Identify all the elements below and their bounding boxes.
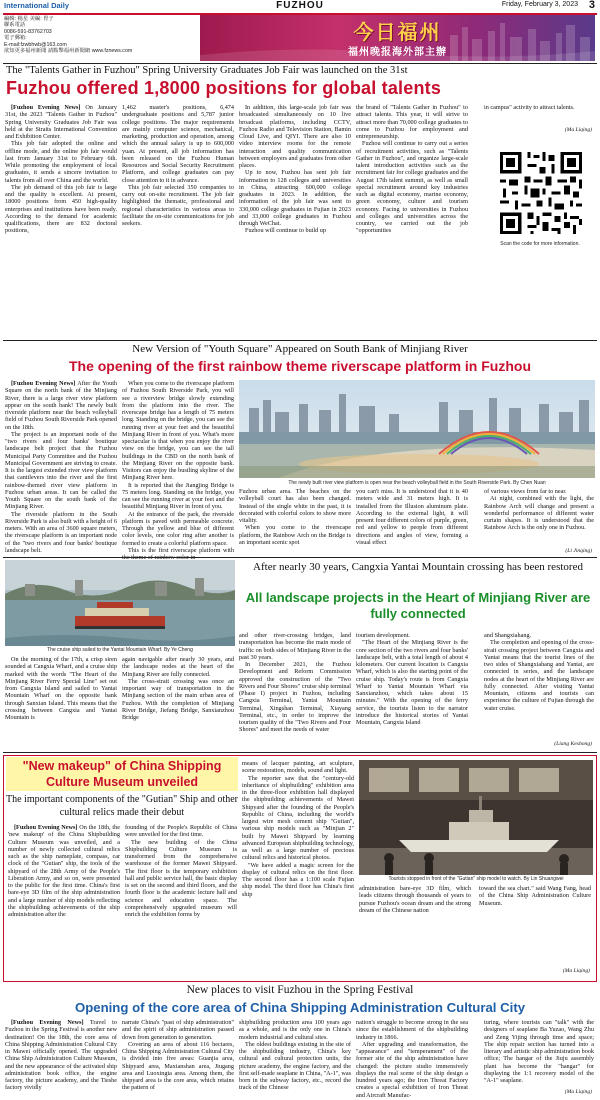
article-headline: The opening of the first rainbow theme riverscape platform in Fuzhou [68, 358, 532, 374]
paragraph: At the entrance of the park, the riverside platform is paved with permeable concrete. Through the yellow and blue of different color levels, one color ring after another is formed to create a colorful platform space. [122, 510, 234, 547]
article-kicker: New places to visit Fuzhou in the Spring Festival [186, 984, 414, 996]
paragraph: Fuzhou will continue to build up [245, 227, 326, 235]
cruise-ship-photo [5, 560, 235, 646]
paragraph: The oldest buildings existing in the site of the shipbuilding industry, China's key cultural and cultural protection units, the picture academy, the engine factory, and the first self-made seaplane in China, "A-1", was born in the subway factory, etc., record the track of the Chinese [239, 1040, 351, 1092]
paragraph: in campus" activity to attract talents. [484, 104, 575, 111]
paragraph: The completion and opening of the cross-strait crossing project between Cangxia and Yantai means that the tourist lines of the two sides of Shangxiahang and Yantai, are connected in series, and the landscape nodes at the heart of the Minjiang River are fully connected. After visiting Yantai Mountain, citizens and tourists can experience the culture of Fujian through the water cruise. [484, 639, 594, 712]
paragraph: The cross-strait crossing was once an important way of transportation in the Minjiang section of the main urban area of Fuzhou. With the completion of Minjiang River Bridge, Jiefang Bridge, Sanxianzhou Bridge [122, 677, 234, 721]
paragraph: When you come to the riverscape platform, the Rainbow Arch on the Bridge is an important scenic spot [239, 524, 351, 546]
article-headline: All landscape projects in the Heart of Minjiang River are fully connected [245, 590, 591, 621]
paragraph: This job fair selected 350 companies to carry out on-site recruitment. The job fair highlighted the thematic, professional and regional characteristics in various areas to facilitate the on-site communications for job seekers. [122, 183, 234, 227]
article-column [484, 632, 594, 740]
header-bottom-rule [3, 63, 597, 64]
article-column [122, 104, 234, 336]
article-headline: Opening of the core area of China Shipping Administration Cultural City [74, 1000, 526, 1015]
paragraph: of various views from far to near. [484, 488, 567, 495]
banner-subtitle: 福州晚报海外部主辦 [348, 47, 447, 58]
paragraph: Fuzhou urban area. The beaches on the volleyball court has also been changed. Instead of the single white in the past, it is decorated with colorful colors to show more vitality. [239, 488, 351, 524]
article-column [356, 488, 468, 556]
article-kicker: New Version of "Youth Square" Appeared on South Bank of Minjiang River [132, 343, 468, 355]
paragraph: "We have added a magic screen for the display of cultural relics on the first floor. The second floor has a 1:100 scale Fujian ship model. The third floor has China's first ship [242, 861, 354, 898]
article-headline: "New makeup" of China Shipping Culture Museum unveiled [6, 757, 238, 791]
email-address[interactable]: E-mail:fzwbhwb@163.com [4, 41, 67, 48]
paragraph: and Shangxiahang. [484, 632, 532, 639]
banner-logo: 今日福州 [353, 20, 442, 44]
article-kicker: After nearly 30 years, Cangxia Yantai Mountain crossing has been restored [253, 561, 583, 573]
paragraph: The job demand of this job fair is large and the quality is excellent. At present, 18000 positions from 450 high-quality enterprises and institutions have been ready. According to the demand for academic qualifications, there are 832 doctoral positions, [5, 183, 117, 235]
paragraph: Covering an area of about 116 hectares, China Shipping Administration Cultural City is divided into five areas: Guanjia area, Shipyard area, Maxianshan area, Jiugang area and Luoxingta area. Among them, the shipyard area is the core area, which retains the pattern of [122, 1040, 234, 1092]
paragraph: The riverside platform in the South Riverside Park is also built with a height of 6 meters. With an area of 3600 square meters, the riverscape platform is an important node of the "two rivers and four banks' boutique landscape belt. [5, 510, 117, 554]
paragraph: In addition, this large-scale job fair was broadcasted simultaneously on 10 live broadcast platforms, including CCTV, Fuzhou Radio and Television Station, Bamin Cloud Live, and QIYI. There are also 10 video interview rooms for the remote interaction and quality communication between employers and graduates from other places. [239, 104, 351, 169]
paragraph: "The Heart of the Minjiang River is the core section of the two rivers and four banks' landscape belt, with a total length of about 4 kilometers. Our current location is Cangxia Wharf, which is also the starting point of the cruise ship. Today's route is from Cangxia Wharf to Yantai Mountain Wharf via Sanxianzhou, which takes about 15 minutes." With the opening of the ferry service, the tourists listen to the narrator introduce the historical stories of Yantai Mountain, Cangxia Island [356, 639, 468, 726]
paragraph: This job fair adopted the online and offline mode, and the online job fair would last from January 31st to February 6th. While promoting the employment of local graduates, it sends a sincere invitation to talents from all over China and the world. [5, 140, 117, 184]
paragraph: Up to now, Fuzhou has sent job fair information to 128 colleges and universities in China, attracting 600,000 college graduates in 2023. In addition, the information of the job fair was sent to 330,000 college graduates in Fujian in 2023 and 33,000 college graduates in Fuzhou through WeChat. [239, 169, 351, 227]
section-divider [3, 340, 597, 341]
article-column [356, 104, 468, 336]
news-site-link[interactable]: 欲知更多福州新聞 請點擊福州新聞網 www.fznews.com [4, 48, 133, 55]
byline: (Ma Liqing) [564, 127, 592, 133]
byline: (Ma Liqing) [562, 968, 590, 974]
page-number: 3 [588, 0, 595, 11]
article-column [122, 656, 234, 750]
masthead-title: FUZHOU [276, 0, 324, 11]
email-label: 電子郵箱: [4, 35, 27, 42]
article-column [8, 824, 120, 976]
paragraph: [Fuzhou Evening News] Travel to Fuzhou in the Spring Festival is another new destination! On the 18th, the core area of China Shipping Administration Cultural City in Mawei officially opened. The upgraded China Ship Administration Culture Museum, and the new appearance of the activated ship administration book office, the engine factory, the picture academy, and the Tieshe factory vividly [5, 1019, 117, 1092]
photo-caption: Tourists stopped in front of the "Gutian" ship model to watch. By Lin Shuangwei [388, 876, 564, 882]
paragraph: In December 2021, the Fuzhou Development and Reform Commission approved the construction of the "Two Rivers and Four Shores" cruise ship terminal (Phase I) project in Fuzhou, including Cangxia Terminal, Yantai Mountain Terminal, Xingshan Terminal, Xiayang Terminal, etc., in order to improve the tourism quality of the "Two Rivers and Four Shores" and meet the needs of water [239, 661, 351, 734]
paragraph: [Fuzhou Evening News] On the 18th, the 'new makeup' of the China Shipbuilding Culture Museum was unveiled, and a number of newly collected cultural relics such as the ship nameplate, compass, car clock of the "Gutian" ship, the tools of the shipyard of the 28th Army of the People's Liberation Army, and so on, were presented to the public for the first time. China's first bare-eye 3D film of the ship administration and a large number of ship models reflecting the shipbuilding achievements of the ship administration after the [8, 824, 120, 918]
qr-code[interactable] [497, 149, 585, 237]
masthead-banner [200, 15, 595, 61]
article-column [356, 1019, 468, 1097]
paragraph: tourism development. [356, 632, 410, 639]
contact-box [4, 16, 199, 54]
article-column [239, 632, 351, 750]
article-kicker: The important components of the "Gutian" Ship and other cultural relics made their debut [6, 794, 239, 818]
paragraph: the brand of "Talents Gather in Fuzhou" to attract talents. This year, it will strive to attract more than 70,000 college graduates to come to Fuzhou for employment and entrepreneurship. [356, 104, 468, 140]
paragraph: turing, where tourists can "talk" with the designers of seaplane Ba Yuzao, Wang Zhu and Zeng Yijing through time and space; The ship repair section has turned into a literary and artistic ship administration book office; The hangar of the Jiuju assembly plant has become the "hangar" for displaying the 1:1 recovery model of the "A-1" seaplane. [484, 1019, 594, 1084]
article-column [359, 885, 471, 973]
article-column [479, 885, 591, 925]
paragraph: The reporter saw that the "century-old inheritance of shipbuilding" exhibition area in the three-floor exhibition hall displayed the shipbuilding achievements of Mawei Shipyard after the founding of the People's Republic of China, including the world's largest wire mesh cement ship "Gutian", various ship models such as "Minjian 2" built by Mawei Shipyard by learning advanced European shipbuilding technology, as well as a large number of precious cultural relics and historical photos. [242, 774, 354, 862]
paragraph: means of lacquer painting, art sculpture, scene restoration, models, sound and light. [242, 760, 354, 775]
paragraph: administration bare-eye 3D film, which leads citizens through thousands of years to pursue Fuzhou's ocean dream and the strong dream of the Chinese nation [359, 885, 471, 914]
paragraph: This is the first riverscape platform with [128, 546, 234, 554]
article-column [122, 1019, 234, 1097]
paragraph: On the morning of the 17th, a crisp siren sounded at Cangxia Wharf, and a cruise ship marked with the words "The Heart of the Minjiang River Ferry Special Line" set out from Cangxia Island and sailed to Yantai Mountain Wharf on the opposite bank through Sanxian Island. This means that the crossing between Cangxia and Yantai Mountain is [5, 656, 117, 721]
ship-model-photo [359, 760, 593, 875]
section-divider [3, 752, 597, 753]
photo-caption: The cruise ship sailed to the Yantai Mountain Wharf. By Ye Cheng [47, 647, 193, 653]
issue-date: Friday, February 3, 2023 [501, 1, 578, 8]
paragraph: The new building of the China Shipbuilding Culture Museum is transformed from the comprehensive warehouse of the former Mawei Shipyard. The first floor is the temporary exhibition hall and public service hall, the basic display is set on the second and third floors, and the fourth floor is the academic lecture hall and science and education space. The comprehensively upgraded museum will enrich the exhibition forms by [125, 838, 237, 918]
paragraph: Fuzhou will continue to carry out a series of recruitment activities, such as "Talents Gather in Fuzhou", and organize large-scale talent introduction activities such as the recruitment fair for college graduates and the August 17th talent summit, as well as small special recruitment around key industries such as digital economy, marine economy, green economy, culture and tourism economy. Facing to universities in Fuzhou and colleges and universities across the country, we carried out the job "opportunities [356, 140, 468, 235]
paragraph: nation's struggle to become strong in the sea since the establishment of the shipbuilding industry in 1866. [356, 1019, 468, 1041]
paragraph: [Fuzhou Evening News] After the Youth Square on the north bank of the Minjiang River, there is a large river view platform appear on the south bank! The newly built riverside platform near the beach volleyball field of Fuzhou South Riverside Park opened on the 18th. [5, 380, 118, 431]
byline: (Liang Keshong) [554, 741, 592, 747]
article-column [484, 488, 594, 548]
paragraph: shipbuilding production area 100 years ago as a whole, and is the only one in China's modern industrial and cultural sites. [239, 1019, 351, 1041]
paragraph: narrate China's "past of ship administration" and the spirit of ship administration passed down from generation to generation. [122, 1019, 234, 1041]
article-column [239, 488, 351, 556]
article-column [5, 380, 117, 556]
article-column [125, 824, 237, 976]
paragraph: and other river-crossing bridges, land transportation has become the main mode of traffic on both sides of Minjiang River in the past 30 years. [239, 632, 351, 661]
byline: (Ma Liqing) [564, 1089, 592, 1095]
phone-label: 聯系電話 [4, 22, 26, 29]
editor-line: 編輯: 楊星 美編: 胃子 [4, 16, 54, 22]
article-column [242, 760, 354, 976]
article-column [484, 1019, 594, 1089]
article-column [122, 380, 234, 556]
section-label: International Daily [4, 1, 70, 10]
paragraph: After upgrading and transformation, the "appearance" and "temperament" of the former site of the ship administration have changed: the picture studio immensively displays the real scene of the ship design a hundred years ago; the Iron Threat Factory creates a special exhibition of Iron Threat and Aircraft Manufac- [356, 1040, 468, 1099]
paragraph: toward the sea chart." said Wang Fang, head of the China Ship Administration Culture Museum. [479, 885, 591, 907]
photo-caption: The newly built river view platform is open near the beach volleyball field in the South Riverside Park. By Chen Nuan [288, 480, 546, 486]
paragraph: At night, combined with the light, the Rainbow Arch will change and present a wonderful performance of different water curtain shapes. It is understood that the Rainbow Arch is the only one in Fuzhou. [484, 495, 594, 532]
paragraph: 1,462 master's positions, 6,474 undergraduate positions and 5,787 junior college positions. The major requirements are mainly computer science, mechanical, marketing, production and operation, among which the annual salary is up to 600,000 yuan. At present, all job information has been released on the Fuzhou Human Resources and Social Security Recruitment Platform, and college graduates can pay close attention to it in advance. [122, 104, 234, 184]
article-column [356, 632, 468, 750]
byline: (Li Jinqing) [565, 548, 592, 554]
article-column [239, 104, 351, 336]
article-kicker: The "Talents Gather in Fuzhou" Spring University Graduates Job Fair was launched on the 31st [6, 65, 408, 76]
paragraph: [Fuzhou Evening News] On January 31st, the 2023 "Talents Gather in Fuzhou" Spring University Graduates Job Fair was held at the Straits International Convention and Exhibition Center. [5, 104, 117, 140]
article-column [239, 1019, 351, 1097]
paragraph: again navigable after nearly 30 years, and the landscape nodes at the heart of the Minjiang River are fully connected. [122, 656, 234, 678]
article-column [5, 1019, 117, 1097]
paragraph: The project is an important node of the "two rivers and four banks' boutique landscape belt project that the Fuzhou Municipal Party Committee and the Fuzhou Municipal Government are striving to create. It is the largest extended river view platform that cantilevers into the river and the first rainbow-themed river view platform in Fuzhou urban areas. It can be called the Youth Square on the south bank of the Minjiang River. [5, 430, 117, 511]
section-divider [3, 557, 597, 558]
phone-number: 0086-591-83762703 [4, 28, 52, 35]
article-column [5, 104, 117, 336]
article-headline: Fuzhou offered 1,8000 positions for global talents [6, 78, 442, 98]
article-column [484, 104, 594, 120]
paragraph: you can't miss. It is understood that it is 40 meters wide and 31 meters high. It is installed from the Illusion aluminum plate. According to the external light, it will present four different colors of purple, green, red and yellow to people from different directions and angles of view, forming a visual effect [356, 488, 468, 546]
qr-caption: Scan the code for more information. [500, 241, 580, 247]
paragraph: It is reported that the Jiangjing Bridge is 75 meters long. Standing on the bridge, you can see the running river at your feet and the beautiful Minjiang River in front of you. [122, 481, 234, 511]
article-column [5, 656, 117, 750]
rainbow-platform-photo [239, 380, 595, 478]
paragraph: When you come to the riverscape platform of Fuzhou South Riverside Park, you will see a riverview bridge slowly extending from the platform into the river. The riverscape bridge has a length of 75 meters long. Standing on the bridge, you can see the running river at your feet and the beautiful Minjiang River in front of you. What's more spectacular is that when you enjoy the river view on the bridge, you can see the tall buildings in the CBD on the north bank of the Minjiang River on the opposite bank. Visitors can enjoy the bustling skyline of the Minjiang River here. [122, 380, 234, 482]
paragraph: founding of the People's Republic of China were unveiled for the first time. [125, 824, 237, 839]
